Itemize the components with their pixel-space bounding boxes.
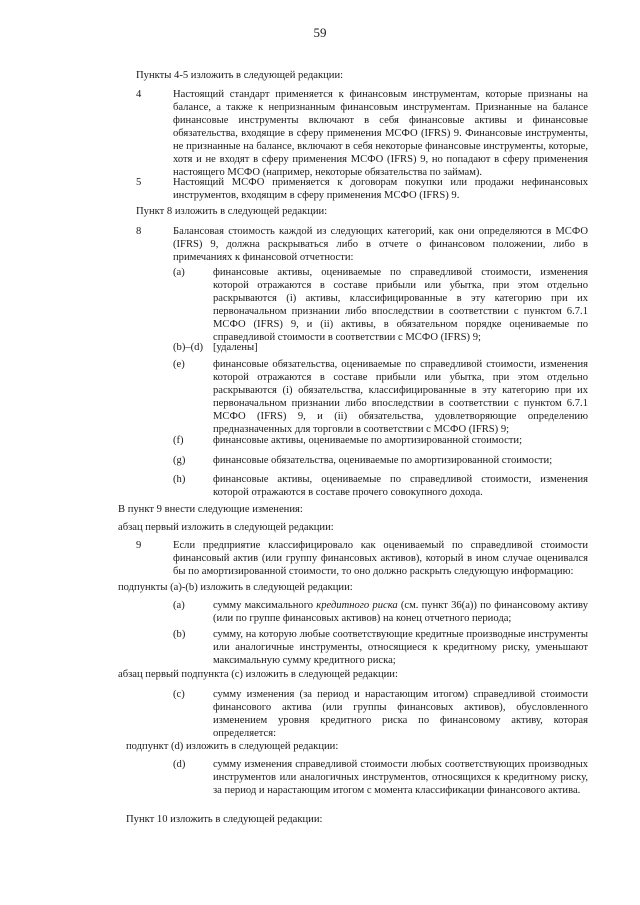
paragraph-number-8: 8 — [136, 226, 142, 237]
subitem-label-9a: (a) — [173, 600, 185, 611]
subitem-8a-text: финансовые активы, оцениваемые по справедливой стоимости, изменения которой отражаются в составе прибыли или убытка, при этом отдельно раскрываются (i) активы, классифицированные в эту категорию при их первоначальном признании либо впоследствии в соответствии с пунктом 6.7.1 МСФО (IFRS) 9, и (ii) активы, в обязательном порядке оцениваемые по справедливой стоимости в соответствии с МСФО (IFRS) 9; — [213, 267, 588, 343]
subitem-9a-text-before: сумму максимального — [213, 600, 317, 611]
subitem-9c-text: сумму изменения (за период и нарастающим итогом) справедливой стоимости финансового актива (или группы финансовых активов), обусловленного изменением уровня кредитного риска по финансовому активу, которая определяется: — [213, 689, 588, 739]
instruction-p9-ab: подпункты (a)-(b) изложить в следующей редакции: — [118, 582, 353, 593]
subitem-8h-text: финансовые активы, оцениваемые по справедливой стоимости, изменения которой отражаются в составе прочего совокупного дохода. — [213, 474, 588, 498]
subitem-8g-text: финансовые обязательства, оцениваемые по амортизированной стоимости; — [213, 455, 553, 466]
paragraph-number-9: 9 — [136, 540, 142, 551]
paragraph-number-5: 5 — [136, 177, 142, 188]
subitem-8e-text: финансовые обязательства, оцениваемые по справедливой стоимости, изменения которой отражаются в составе прибыли или убытка, при этом отдельно раскрываются (i) обязательства, классифицированные в эту категорию при их первоначальном признании либо впоследствии в соответствии с пунктом 6.7.1 МСФО (IFRS) 9, и (ii) обязательства, удовлетворяющие определению предназначенных для торговли в соответствии с МСФО (IFRS) 9; — [213, 359, 588, 435]
paragraph-9-text: Если предприятие классифицировало как оцениваемый по справедливой стоимости финансовый актив (или группу финансовых активов), который в ином случае оценивался бы по амортизированной стоимости, то оно должно раскрыть следующую информацию: — [173, 540, 588, 577]
instruction-p9: В пункт 9 внести следующие изменения: — [118, 504, 303, 515]
instruction-p9-first-para: абзац первый изложить в следующей редакции: — [118, 522, 334, 533]
instruction-p9-d: подпункт (d) изложить в следующей редакции: — [126, 741, 339, 752]
subitem-8f-text: финансовые активы, оцениваемые по амортизированной стоимости; — [213, 435, 523, 446]
subitem-label-8a: (a) — [173, 267, 185, 278]
subitem-label-9b: (b) — [173, 629, 186, 640]
subitem-9b-text: сумму, на которую любые соответствующие кредитные производные инструменты или аналогичные инструменты, относящиеся к кредитному риску, уменьшают максимальную сумму кредитного риска; — [213, 629, 588, 666]
page-number: 59 — [313, 25, 327, 40]
paragraph-4-text: Настоящий стандарт применяется к финансовым инструментам, которые признаны на балансе, а также к непризнанным финансовым инструментам. Признанные на балансе финансовые инструменты включают в себя финансовые активы и финансовые обязательства, входящие в сферу применения МСФО (IFRS) 9. Финансовые инструменты, не признанные на балансе, включают в себя некоторые финансовые инструменты, которые, хотя и не входят в сферу применения МСФО (IFRS) 9, но попадают в сферу применения настоящего МСФО (например, некоторые обязательства по займам). — [173, 89, 588, 178]
subitem-9a-text-emphasis: кредитного риска — [316, 600, 398, 611]
paragraph-5-text: Настоящий МСФО применяется к договорам покупки или продажи нефинансовых инструментов, входящим в сферу применения МСФО (IFRS) 9. — [173, 177, 588, 201]
paragraph-number-4: 4 — [136, 89, 142, 100]
subitem-label-8h: (h) — [173, 474, 186, 485]
subitem-label-8f: (f) — [173, 435, 184, 446]
subitem-9d-text: сумму изменения справедливой стоимости любых соответствующих производных инструментов или аналогичных инструментов, относящихся к кредитному риску, за период и нарастающим итогом с момента классификации финансового актива. — [213, 759, 588, 796]
subitem-label-8b-d: (b)–(d) — [173, 342, 204, 353]
instruction-p9-c: абзац первый подпункта (c) изложить в следующей редакции: — [118, 669, 398, 680]
instruction-p8: Пункт 8 изложить в следующей редакции: — [136, 206, 328, 217]
subitem-label-9d: (d) — [173, 759, 186, 770]
instruction-p10: Пункт 10 изложить в следующей редакции: — [126, 814, 323, 825]
subitem-label-9c: (c) — [173, 689, 185, 700]
subitem-label-8g: (g) — [173, 455, 186, 466]
subitem-label-8e: (e) — [173, 359, 185, 370]
subitem-9a-text-after: (см. пункт 36(a)) по финансовому активу (или по группе финансовых активов) на конец отчетного периода; — [213, 600, 588, 624]
subitem-9a-text — [213, 599, 588, 625]
paragraph-8-text: Балансовая стоимость каждой из следующих категорий, как они определяются в МСФО (IFRS) 9, должна раскрываться либо в отчете о финансовом положении, либо в примечаниях к финансовой отчетности: — [173, 226, 588, 263]
subitem-8b-d-text: [удалены] — [213, 342, 258, 353]
instruction-p4-5: Пункты 4-5 изложить в следующей редакции: — [136, 70, 344, 81]
